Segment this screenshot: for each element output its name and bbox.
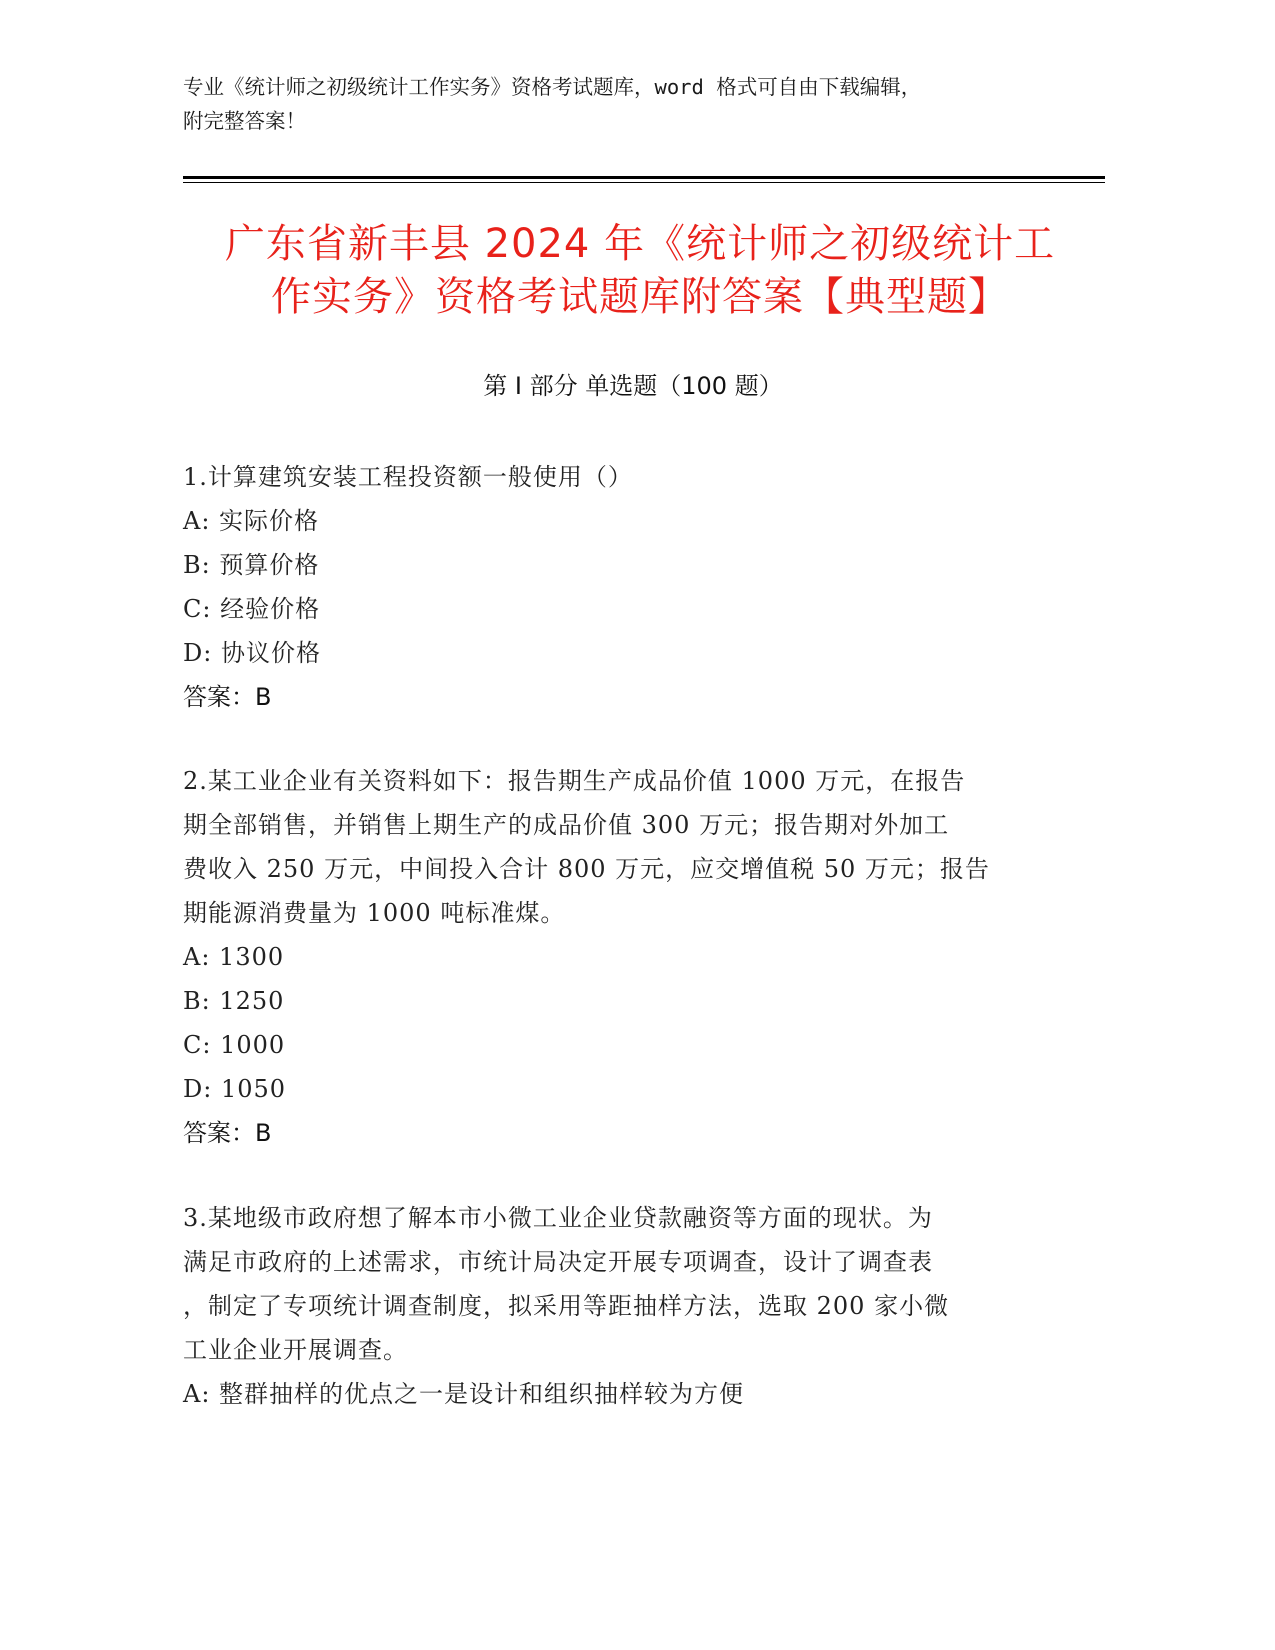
header-note-line: 专业《统计师之初级统计工作实务》资格考试题库，word 格式可自由下载编辑， <box>183 75 922 99</box>
header-divider-thin <box>183 182 1105 183</box>
option-c: C: 1000 <box>183 1031 286 1059</box>
option-b: B: 1250 <box>183 987 285 1015</box>
header-divider-thick <box>183 176 1105 179</box>
question-stem-line: 期全部销售，并销售上期生产的成品价值 300 万元；报告期对外加工 <box>183 811 950 839</box>
document-title-line: 作实务》资格考试题库附答案【典型题】 <box>271 274 1009 320</box>
question-stem-line: 3.某地级市政府想了解本市小微工业企业贷款融资等方面的现状。为 <box>183 1204 933 1232</box>
question-stem-line: 期能源消费量为 1000 吨标准煤。 <box>183 899 566 927</box>
header-note <box>183 70 1083 138</box>
question-stem-line: 工业企业开展调查。 <box>183 1336 408 1364</box>
question-2 <box>183 759 1053 1155</box>
document-title-line: 广东省新丰县 2024 年《统计师之初级统计工 <box>224 221 1056 267</box>
question-stem-line: 2.某工业企业有关资料如下：报告期生产成品价值 1000 万元，在报告 <box>183 767 966 795</box>
option-c: C: 经验价格 <box>183 595 321 623</box>
question-3 <box>183 1196 1053 1416</box>
header-note-line: 附完整答案！ <box>183 109 306 133</box>
option-d: D: 协议价格 <box>183 639 321 667</box>
option-a: A: 整群抽样的优点之一是设计和组织抽样较为方便 <box>183 1380 745 1408</box>
option-b: B: 预算价格 <box>183 551 320 579</box>
question-stem-line: 满足市政府的上述需求，市统计局决定开展专项调查，设计了调查表 <box>183 1248 933 1276</box>
option-a: A: 1300 <box>183 943 285 971</box>
option-a: A: 实际价格 <box>183 507 320 535</box>
document-title <box>170 218 1110 324</box>
answer-label: 答案：B <box>183 683 272 711</box>
question-stem: 1.计算建筑安装工程投资额一般使用（） <box>183 463 633 491</box>
option-d: D: 1050 <box>183 1075 287 1103</box>
answer-label: 答案：B <box>183 1119 272 1147</box>
question-stem-line: 费收入 250 万元，中间投入合计 800 万元，应交增值税 50 万元；报告 <box>183 855 990 883</box>
question-stem-line: ，制定了专项统计调查制度，拟采用等距抽样方法，选取 200 家小微 <box>183 1292 950 1320</box>
section-heading: 第 I 部分 单选题（100 题） <box>483 372 783 400</box>
question-1 <box>183 455 1053 719</box>
